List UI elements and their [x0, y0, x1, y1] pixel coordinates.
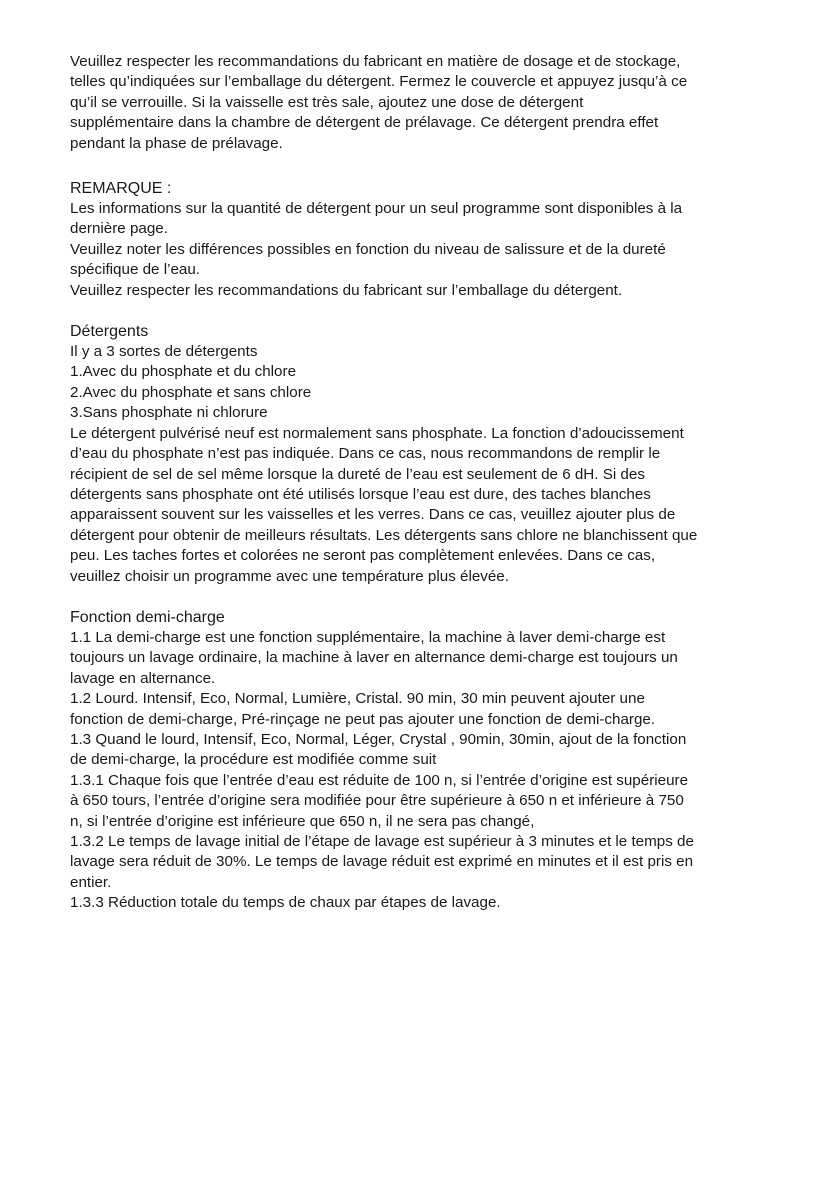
document-page — [70, 52, 780, 934]
text-line: 1.3.3 Réduction totale du temps de chaux par étapes de lavage. — [70, 894, 501, 912]
text-line: 1.1 La demi-charge est une fonction supplémentaire, la machine à laver demi-charge est — [70, 628, 666, 646]
text-line: 1.2 Lourd. Intensif, Eco, Normal, Lumière, Cristal. 90 min, 30 min peuvent ajouter une — [70, 690, 645, 708]
text-line: 1.3.2 Le temps de lavage initial de l’étape de lavage est supérieur à 3 minutes et le temps de — [70, 833, 694, 850]
text-line: détergents sans phosphate ont été utilisés lorsque l’eau est dure, des taches blanches — [70, 485, 651, 503]
text-line: de demi-charge, la procédure est modifiée comme suit — [70, 751, 437, 769]
text-line: récipient de sel de sel même lorsque la dureté de l’eau est seulement de 6 dH. Si des — [70, 465, 645, 483]
remarque-section — [70, 178, 780, 301]
text-line: n, si l’entrée d’origine est inférieure que 650 n, il ne sera pas changé, — [70, 812, 535, 830]
text-line: veuillez choisir un programme avec une température plus élevée. — [70, 567, 509, 585]
list-item: 3.Sans phosphate ni chlorure — [70, 404, 268, 422]
text-line: lavage en alternance. — [70, 669, 216, 687]
text-line: à 650 tours, l’entrée d’origine sera modifiée pour être supérieure à 650 n et inférieure à 750 — [70, 792, 684, 810]
text-line: toujours un lavage ordinaire, la machine à laver en alternance demi-charge est toujours un — [70, 649, 678, 667]
text-line: 1.3.1 Chaque fois que l’entrée d’eau est réduite de 100 n, si l’entrée d’origine est supérieure — [70, 771, 689, 789]
text-line: 1.3 Quand le lourd, Intensif, Eco, Normal, Léger, Crystal , 90min, 30min, ajout de la fonction — [70, 730, 687, 748]
list-item: 1.Avec du phosphate et du chlore — [70, 363, 297, 381]
text-line: lavage sera réduit de 30%. Le temps de lavage réduit est exprimé en minutes et il est pris en — [70, 853, 694, 871]
demi-charge-heading: Fonction demi-charge — [70, 608, 225, 626]
text-line: Les informations sur la quantité de détergent pour un seul programme sont disponibles à la — [70, 200, 683, 218]
text-line: qu’il se verrouille. Si la vaisselle est très sale, ajoutez une dose de détergent — [70, 93, 584, 111]
text-line: Veuillez respecter les recommandations du fabricant sur l’emballage du détergent. — [70, 281, 623, 299]
text-line: d’eau du phosphate n’est pas indiquée. Dans ce cas, nous recommandons de remplir le — [70, 445, 661, 463]
text-line: pendant la phase de prélavage. — [70, 134, 283, 152]
remarque-heading: REMARQUE : — [70, 180, 172, 198]
text-line: Veuillez noter les différences possibles en fonction du niveau de salissure et de la dureté — [70, 240, 666, 258]
text-line: supplémentaire dans la chambre de détergent de prélavage. Ce détergent prendra effet — [70, 114, 659, 132]
text-line: apparaissent souvent sur les vaisselles et les verres. Dans ce cas, veuillez ajouter plus de — [70, 506, 676, 524]
text-line: entier. — [70, 873, 112, 891]
intro-paragraph — [70, 52, 780, 154]
list-item: 2.Avec du phosphate et sans chlore — [70, 383, 312, 401]
text-line: Le détergent pulvérisé neuf est normalement sans phosphate. La fonction d’adoucissement — [70, 424, 684, 442]
detergents-section — [70, 321, 780, 587]
text-line: Il y a 3 sortes de détergents — [70, 343, 258, 361]
text-line: détergent pour obtenir de meilleurs résultats. Les détergents sans chlore ne blanchissent que — [70, 526, 698, 544]
text-line: fonction de demi-charge, Pré-rinçage ne peut pas ajouter une fonction de demi-charge. — [70, 710, 656, 728]
text-line: telles qu’indiquées sur l’emballage du détergent. Fermez le couvercle et appuyez jusqu’à ce — [70, 73, 688, 91]
text-line: dernière page. — [70, 220, 168, 238]
detergents-heading: Détergents — [70, 323, 149, 341]
text-line: Veuillez respecter les recommandations du fabricant en matière de dosage et de stockage, — [70, 53, 681, 70]
text-line: spécifique de l’eau. — [70, 261, 201, 279]
text-line: peu. Les taches fortes et colorées ne seront pas complètement enlevées. Dans ce cas, — [70, 547, 656, 565]
demi-charge-section — [70, 607, 780, 914]
